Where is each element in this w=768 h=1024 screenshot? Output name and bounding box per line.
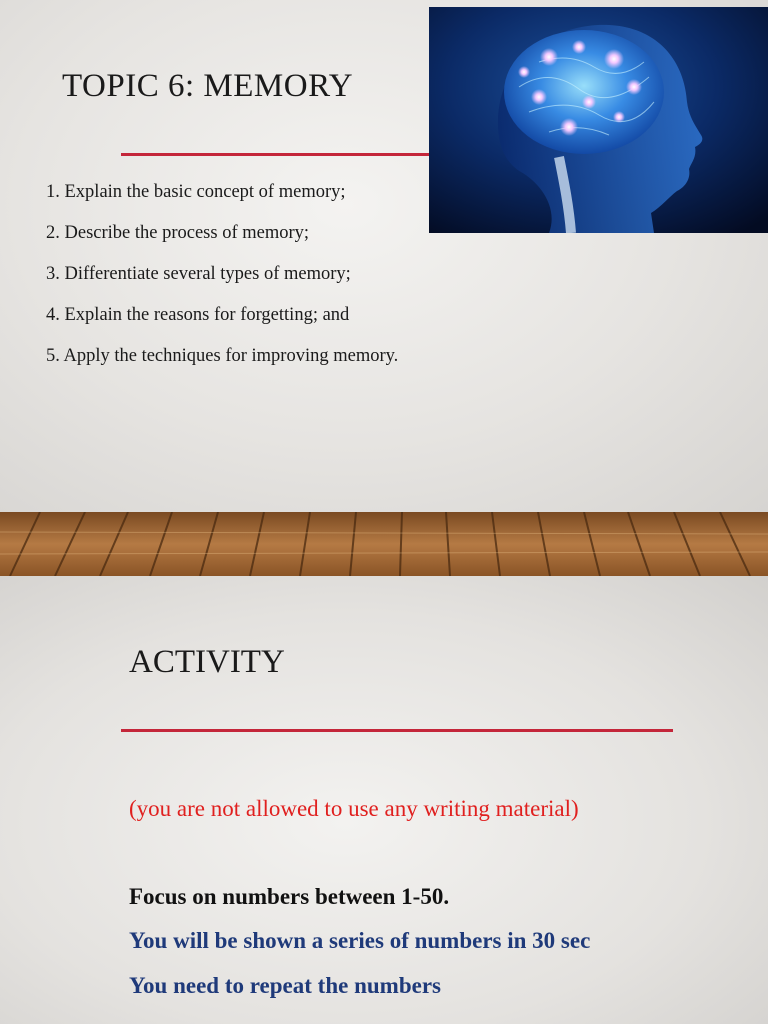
objective-item: 3. Differentiate several types of memory; (46, 264, 351, 284)
activity-title-underline (121, 729, 673, 732)
activity-instruction: You will be shown a series of numbers in 30 sec (129, 928, 591, 953)
learning-objectives-list (46, 182, 398, 387)
activity-note: (you are not allowed to use any writing material) (129, 796, 579, 821)
brain-head-image (429, 7, 768, 233)
objective-item: 4. Explain the reasons for forgetting; and (46, 305, 350, 325)
objective-item: 5. Apply the techniques for improving memory. (46, 346, 399, 366)
title-underline (121, 153, 431, 156)
activity-instruction: You need to repeat the numbers (129, 973, 441, 998)
objective-item: 2. Describe the process of memory; (46, 223, 310, 243)
activity-focus-text: Focus on numbers between 1-50. (129, 884, 450, 909)
activity-title: ACTIVITY (129, 644, 285, 680)
wood-floor-divider (0, 512, 768, 576)
objective-item: 1. Explain the basic concept of memory; (46, 182, 346, 202)
slide-title: TOPIC 6: MEMORY (62, 68, 354, 104)
